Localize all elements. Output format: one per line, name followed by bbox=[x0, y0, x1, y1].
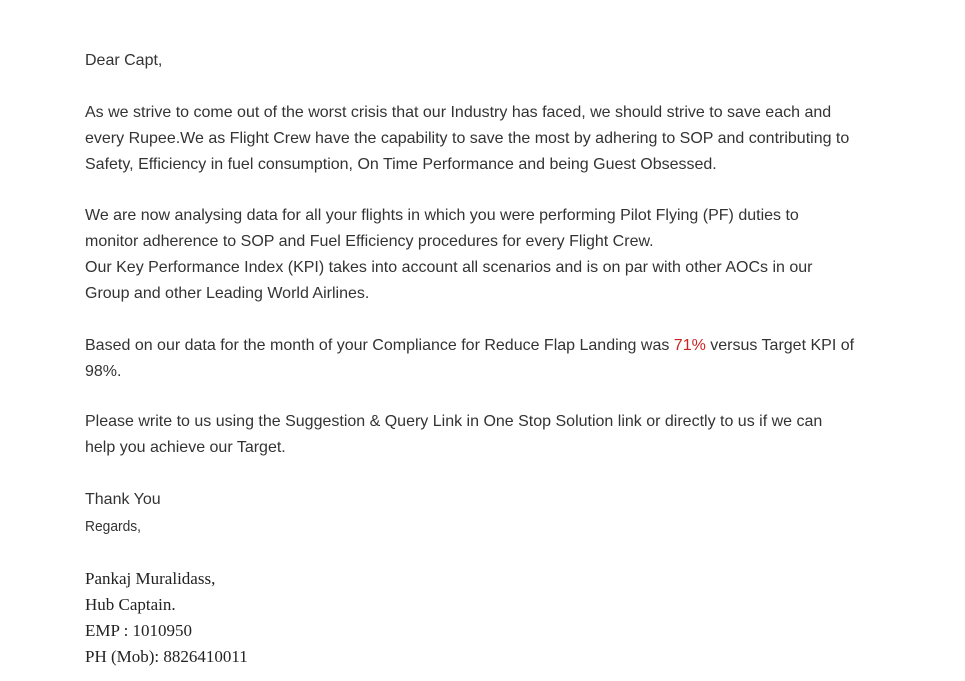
regards: Regards, bbox=[85, 518, 142, 535]
signature-name: Pankaj Muralidass, bbox=[85, 569, 216, 588]
compliance-text-after: versus Target KPI of bbox=[705, 337, 855, 354]
paragraph-2-line-4: Group and other Leading World Airlines. bbox=[85, 285, 370, 302]
signature-emp: EMP : 1010950 bbox=[85, 621, 193, 640]
thank-you: Thank You bbox=[85, 491, 161, 508]
compliance-text-before: Based on our data for the month of your Compliance for Reduce Flap Landing was bbox=[85, 337, 674, 354]
paragraph-4-line-2: help you achieve our Target. bbox=[85, 439, 286, 456]
paragraph-2-line-2: monitor adherence to SOP and Fuel Efficiency procedures for every Flight Crew. bbox=[85, 233, 654, 250]
signature-title: Hub Captain. bbox=[85, 595, 176, 614]
paragraph-2-line-3: Our Key Performance Index (KPI) takes into account all scenarios and is on par with other AOCs in our bbox=[85, 259, 813, 276]
greeting: Dear Capt, bbox=[85, 52, 163, 69]
compliance-line bbox=[85, 336, 854, 356]
paragraph-4-line-1: Please write to us using the Suggestion & Query Link in One Stop Solution link or directly to us if we can bbox=[85, 413, 823, 430]
paragraph-2-line-1: We are now analysing data for all your flights in which you were performing Pilot Flying (PF) duties to bbox=[85, 207, 799, 224]
paragraph-1-line-2: every Rupee.We as Flight Crew have the capability to save the most by adhering to SOP and contributing to bbox=[85, 130, 850, 147]
compliance-value: 71% bbox=[673, 337, 706, 354]
paragraph-1-line-1: As we strive to come out of the worst crisis that our Industry has faced, we should strive to save each and bbox=[85, 104, 832, 121]
signature-phone: PH (Mob): 8826410011 bbox=[85, 647, 248, 666]
target-kpi-value: 98%. bbox=[85, 363, 122, 380]
paragraph-1-line-3: Safety, Efficiency in fuel consumption, On Time Performance and being Guest Obsessed. bbox=[85, 156, 717, 173]
